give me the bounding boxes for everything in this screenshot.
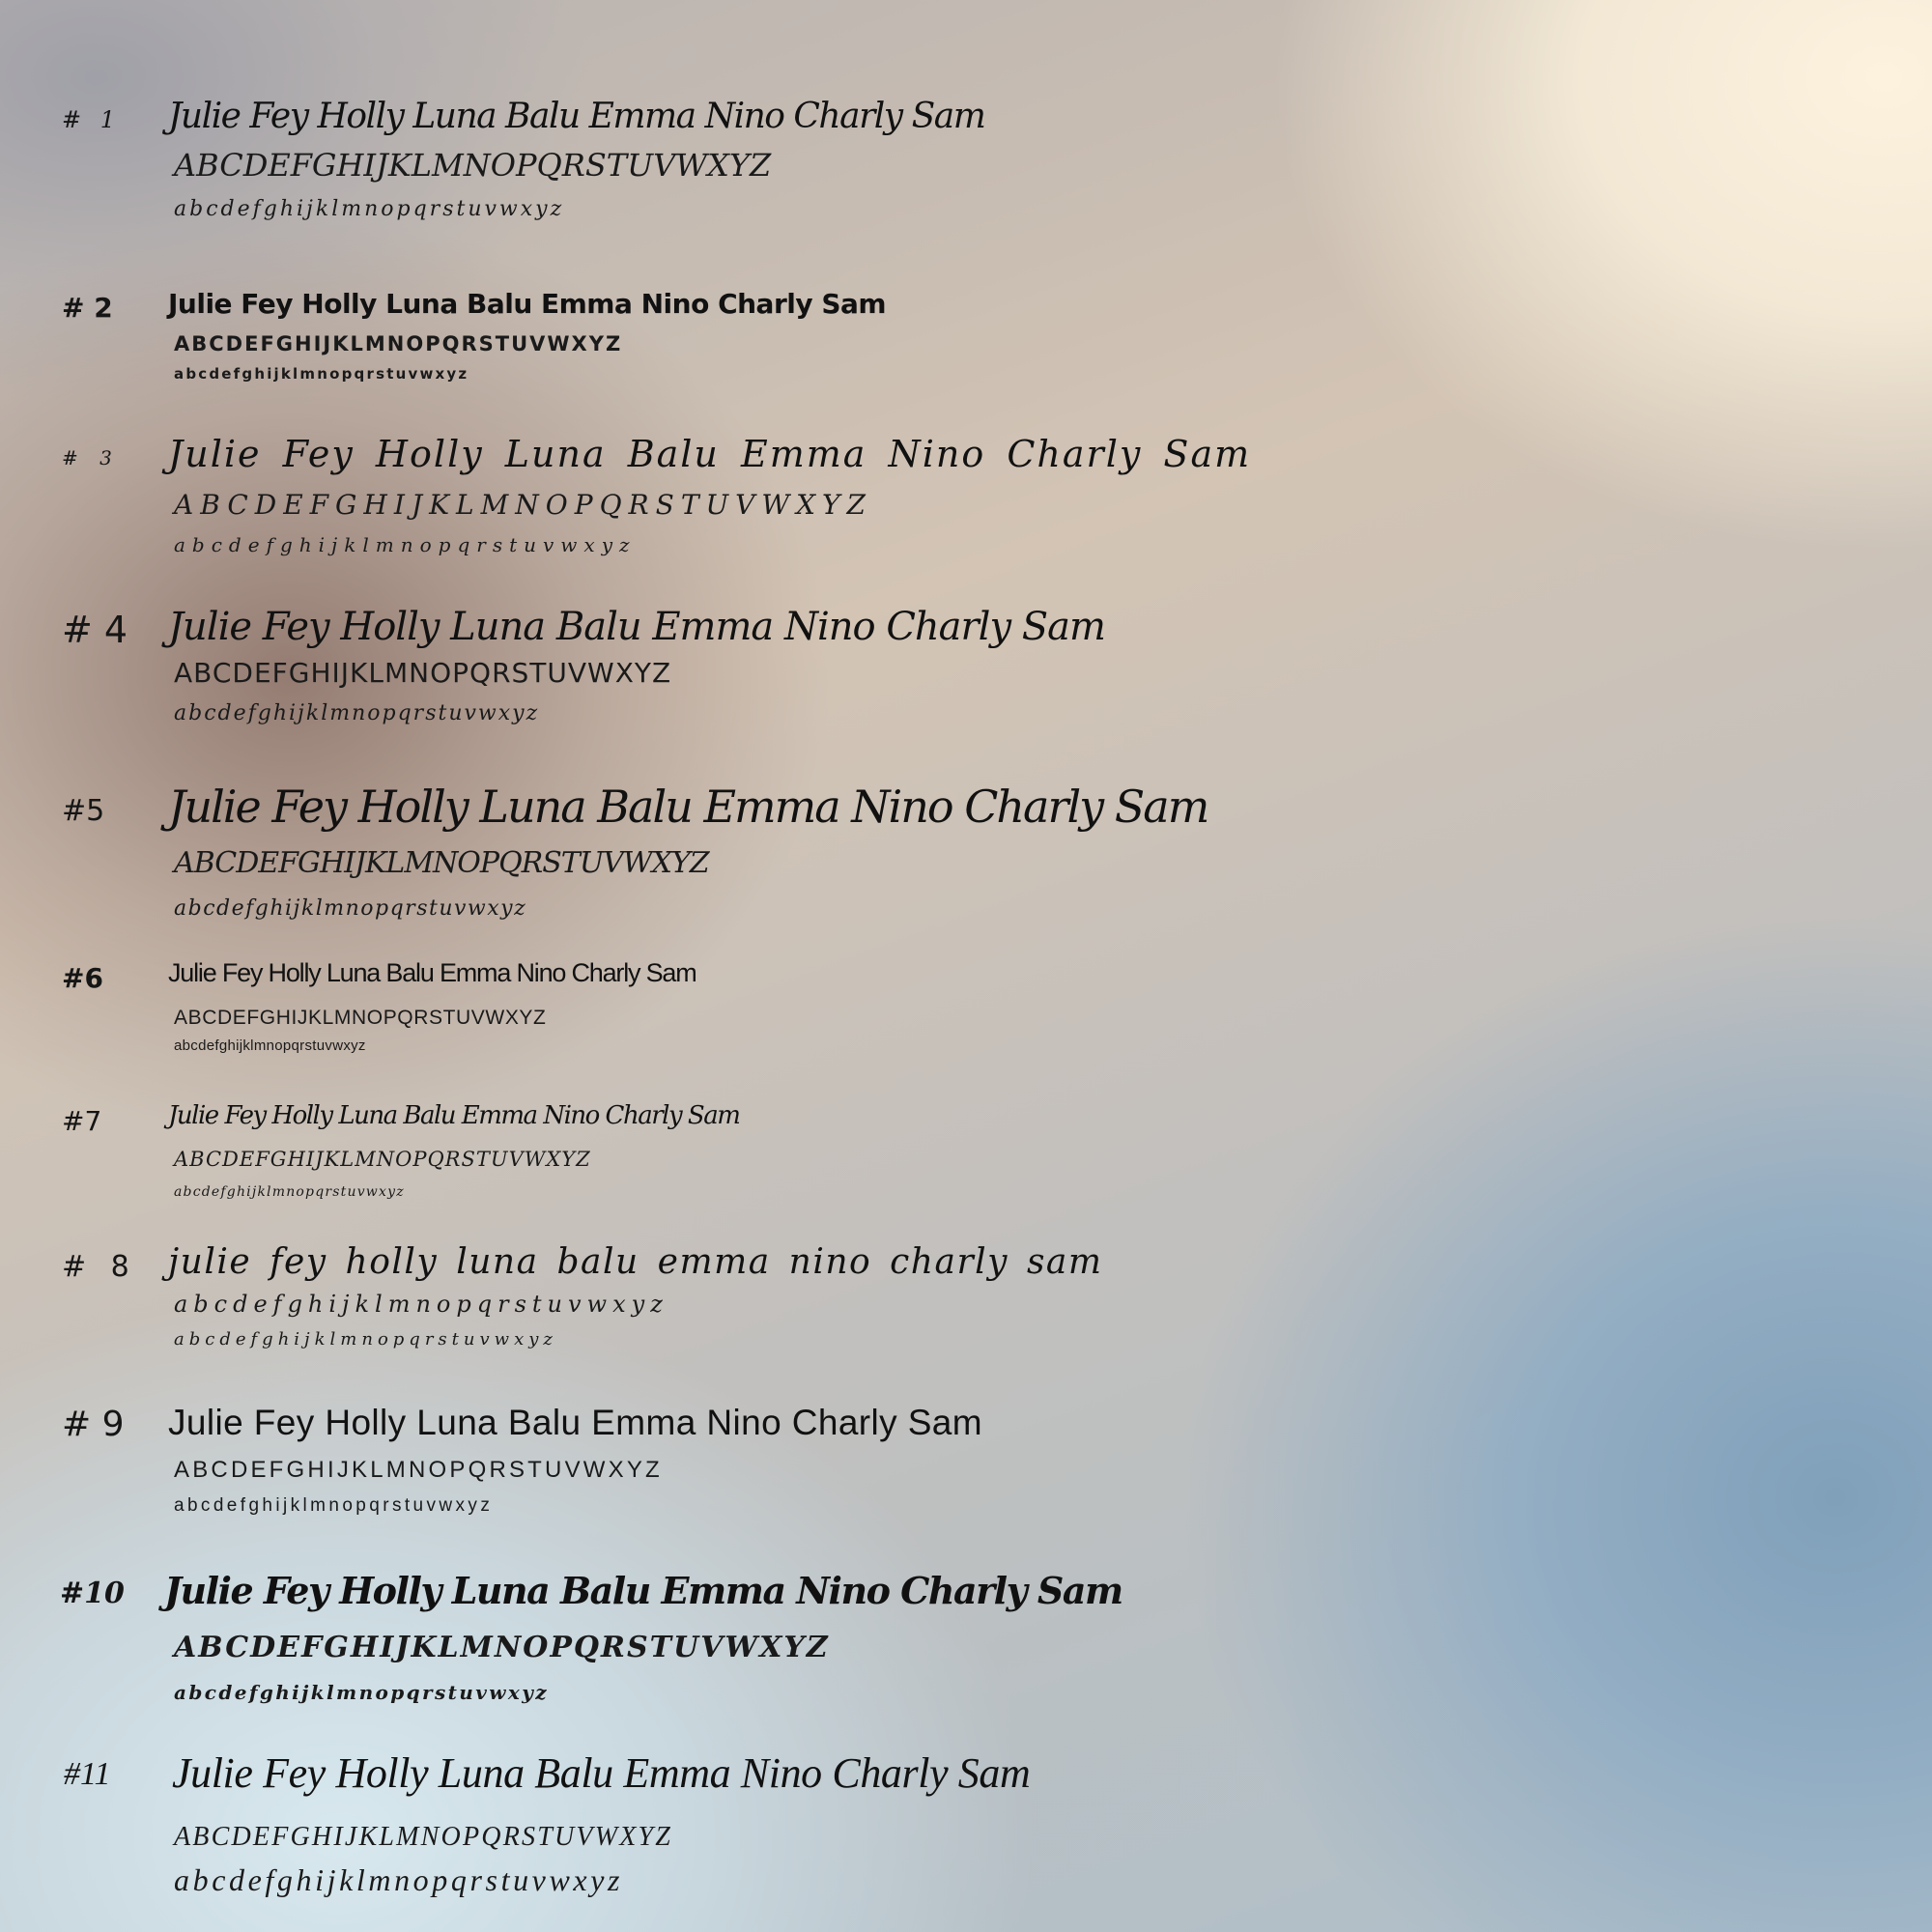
sample-uppercase-alphabet: abcdefghijklmnopqrstuvwxyz	[174, 1291, 668, 1318]
sample-uppercase-alphabet: ABCDEFGHIJKLMNOPQRSTUVWXYZ	[174, 1148, 591, 1171]
sample-uppercase-alphabet: ABCDEFGHIJKLMNOPQRSTUVWXYZ	[174, 332, 623, 355]
sample-names: Julie Fey Holly Luna Balu Emma Nino Charly Sam	[168, 605, 1105, 649]
sample-uppercase-alphabet: ABCDEFGHIJKLMNOPQRSTUVWXYZ	[174, 657, 672, 689]
sample-lowercase-alphabet: abcdefghijklmnopqrstuvwxyz	[174, 1495, 494, 1516]
sample-lowercase-alphabet: abcdefghijklmnopqrstuvwxyz	[174, 533, 637, 556]
sample-number: # 1	[62, 106, 122, 133]
sample-number: # 8	[62, 1250, 137, 1284]
sample-number: #10	[60, 1577, 125, 1610]
sample-uppercase-alphabet: ABCDEFGHIJKLMNOPQRSTUVWXYZ	[174, 489, 872, 521]
sample-lowercase-alphabet: abcdefghijklmnopqrstuvwxyz	[174, 1329, 557, 1350]
sample-lowercase-alphabet: abcdefghijklmnopqrstuvwxyz	[174, 1184, 405, 1200]
sample-number: # 3	[62, 446, 120, 469]
sample-number: # 4	[62, 609, 128, 651]
sample-number: # 2	[62, 292, 113, 324]
sample-lowercase-alphabet: abcdefghijklmnopqrstuvwxyz	[174, 197, 565, 221]
sample-number: #11	[64, 1756, 111, 1792]
sample-names: Julie Fey Holly Luna Balu Emma Nino Charly Sam	[164, 1569, 1122, 1612]
sample-names: Julie Fey Holly Luna Balu Emma Nino Charly Sam	[168, 97, 985, 136]
sample-number: #5	[62, 794, 105, 828]
sample-names: Julie Fey Holly Luna Balu Emma Nino Charly Sam	[168, 1101, 740, 1130]
sample-names: Julie Fey Holly Luna Balu Emma Nino Charly Sam	[168, 1403, 983, 1442]
sample-names: Julie Fey Holly Luna Balu Emma Nino Charly Sam	[172, 1749, 1031, 1797]
sample-names: julie fey holly luna balu emma nino charly sam	[168, 1242, 1103, 1282]
sample-uppercase-alphabet: ABCDEFGHIJKLMNOPQRSTUVWXYZ	[174, 1822, 673, 1852]
sample-lowercase-alphabet: abcdefghijklmnopqrstuvwxyz	[174, 701, 540, 725]
sample-lowercase-alphabet: abcdefghijklmnopqrstuvwxyz	[174, 896, 527, 921]
sample-names: Julie Fey Holly Luna Balu Emma Nino Charly Sam	[168, 781, 1208, 833]
sample-names: Julie Fey Holly Luna Balu Emma Nino Charly Sam	[168, 433, 1252, 475]
sample-number: #7	[62, 1105, 102, 1137]
sample-uppercase-alphabet: ABCDEFGHIJKLMNOPQRSTUVWXYZ	[174, 846, 709, 880]
sample-number: # 9	[62, 1405, 125, 1444]
sample-number: #6	[62, 962, 103, 994]
sample-uppercase-alphabet: ABCDEFGHIJKLMNOPQRSTUVWXYZ	[174, 1007, 547, 1029]
sample-names: Julie Fey Holly Luna Balu Emma Nino Charly Sam	[168, 958, 696, 987]
sample-names: Julie Fey Holly Luna Balu Emma Nino Charly Sam	[168, 288, 887, 320]
sample-lowercase-alphabet: abcdefghijklmnopqrstuvwxyz	[174, 1862, 624, 1897]
sample-lowercase-alphabet: abcdefghijklmnopqrstuvwxyz	[174, 1681, 549, 1704]
sample-lowercase-alphabet: abcdefghijklmnopqrstuvwxyz	[174, 365, 469, 383]
sample-uppercase-alphabet: ABCDEFGHIJKLMNOPQRSTUVWXYZ	[174, 1457, 663, 1483]
sample-lowercase-alphabet: abcdefghijklmnopqrstuvwxyz	[174, 1037, 366, 1054]
sample-uppercase-alphabet: ABCDEFGHIJKLMNOPQRSTUVWXYZ	[174, 147, 772, 184]
sample-uppercase-alphabet: ABCDEFGHIJKLMNOPQRSTUVWXYZ	[174, 1631, 830, 1664]
